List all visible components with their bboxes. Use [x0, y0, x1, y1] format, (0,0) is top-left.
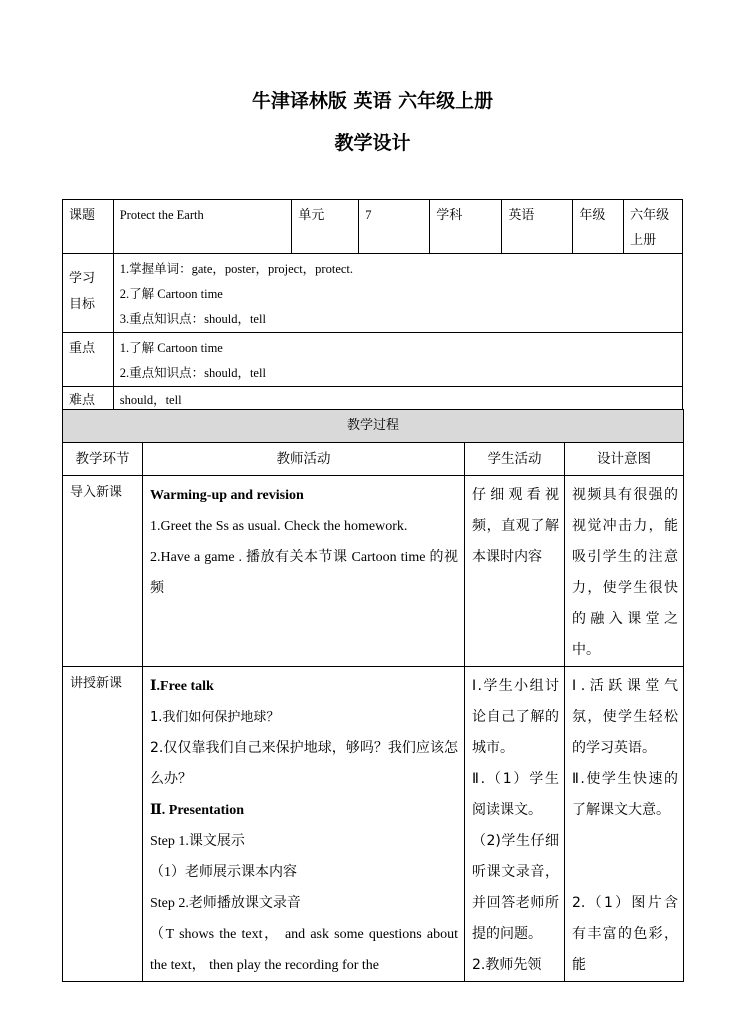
intent-line: Ⅱ.使学生快速的了解课文大意。	[572, 771, 679, 818]
goals-label-line-2: 目标	[69, 297, 96, 312]
document-subtitle: 教学设计	[334, 132, 411, 154]
unit-label: 单元	[292, 200, 359, 254]
col-stage-header: 教学环节	[63, 443, 143, 476]
difficulty-value: should，tell	[113, 387, 682, 414]
teacher-line: Ⅱ. Presentation	[150, 803, 244, 818]
teacher-line: Warming-up and revision	[150, 488, 304, 503]
process-table	[62, 409, 684, 982]
student-activity-lesson	[465, 667, 565, 982]
col-student-header: 学生活动	[465, 443, 565, 476]
col-teacher-header: 教师活动	[143, 443, 465, 476]
intent-line: 2.（1）图片含有丰富的色彩，能	[572, 895, 679, 973]
teacher-line: （1）老师展示课本内容	[150, 865, 297, 880]
col-intent-header: 设计意图	[565, 443, 684, 476]
student-line: Ⅱ.（1）学生阅读课文。	[472, 771, 559, 818]
student-activity-intro: 仔细观看视频，直观了解本课时内容	[465, 476, 565, 667]
goal-item: 1.掌握单词：gate，poster，project，protect.	[119, 262, 354, 276]
goals-content	[113, 254, 682, 333]
key-content	[113, 333, 682, 387]
topic-value: Protect the Earth	[113, 200, 292, 254]
design-intent-lesson	[565, 667, 684, 982]
goal-item: 2.了解 Cartoon time	[119, 287, 223, 301]
intent-line: Ⅰ.活跃课堂气氛，使学生轻松的学习英语。	[572, 678, 679, 756]
teacher-line: Step 2.老师播放课文录音	[150, 896, 301, 911]
grade-value	[624, 200, 683, 254]
teacher-activity-lesson	[143, 667, 465, 982]
teacher-line: 2.仅仅靠我们自己来保护地球，够吗？我们应该怎么办？	[150, 740, 458, 787]
document-title: 牛津译林版 英语 六年级上册	[251, 90, 494, 112]
student-line: （2)学生仔细听课文录音，并回答老师所提的问题。	[472, 833, 559, 942]
design-intent-intro: 视频具有很强的视觉冲击力，能吸引学生的注意力，使学生很快的融入课堂之中。	[565, 476, 684, 667]
stage-intro: 导入新课	[63, 476, 143, 667]
teacher-line: 2.Have a game . 播放有关本节课 Cartoon time 的视频	[150, 550, 458, 596]
student-line: 2.教师先领	[472, 957, 542, 973]
key-item: 2.重点知识点：should，tell	[119, 366, 266, 380]
teacher-activity-intro	[143, 476, 465, 667]
teacher-line: Ⅰ.Free talk	[150, 679, 214, 694]
teacher-line: 1.Greet the Ss as usual. Check the homework.	[150, 519, 408, 534]
student-line: Ⅰ.学生小组讨论自己了解的城市。	[472, 678, 559, 756]
goals-label	[63, 254, 114, 333]
subject-value: 英语	[502, 200, 573, 254]
grade-label: 年级	[573, 200, 624, 254]
grade-value-line-1: 六年级	[630, 208, 670, 223]
topic-label: 课题	[63, 200, 114, 254]
unit-value: 7	[359, 200, 430, 254]
teacher-line: Step 1.课文展示	[150, 834, 245, 849]
difficulty-label: 难点	[63, 387, 114, 414]
goal-item: 3.重点知识点：should，tell	[119, 312, 266, 326]
key-label: 重点	[63, 333, 114, 387]
teacher-line: （T shows the text， and ask some questions about the text， then play the recording for the	[150, 927, 458, 973]
goals-label-line-1: 学习	[69, 271, 96, 286]
info-table	[62, 199, 683, 414]
key-item: 1.了解 Cartoon time	[119, 341, 223, 355]
stage-new-lesson: 讲授新课	[63, 667, 143, 982]
teacher-line: 1.我们如何保护地球？	[150, 710, 280, 725]
grade-value-line-2: 上册	[630, 233, 657, 248]
subject-label: 学科	[430, 200, 502, 254]
process-title: 教学过程	[63, 410, 684, 443]
